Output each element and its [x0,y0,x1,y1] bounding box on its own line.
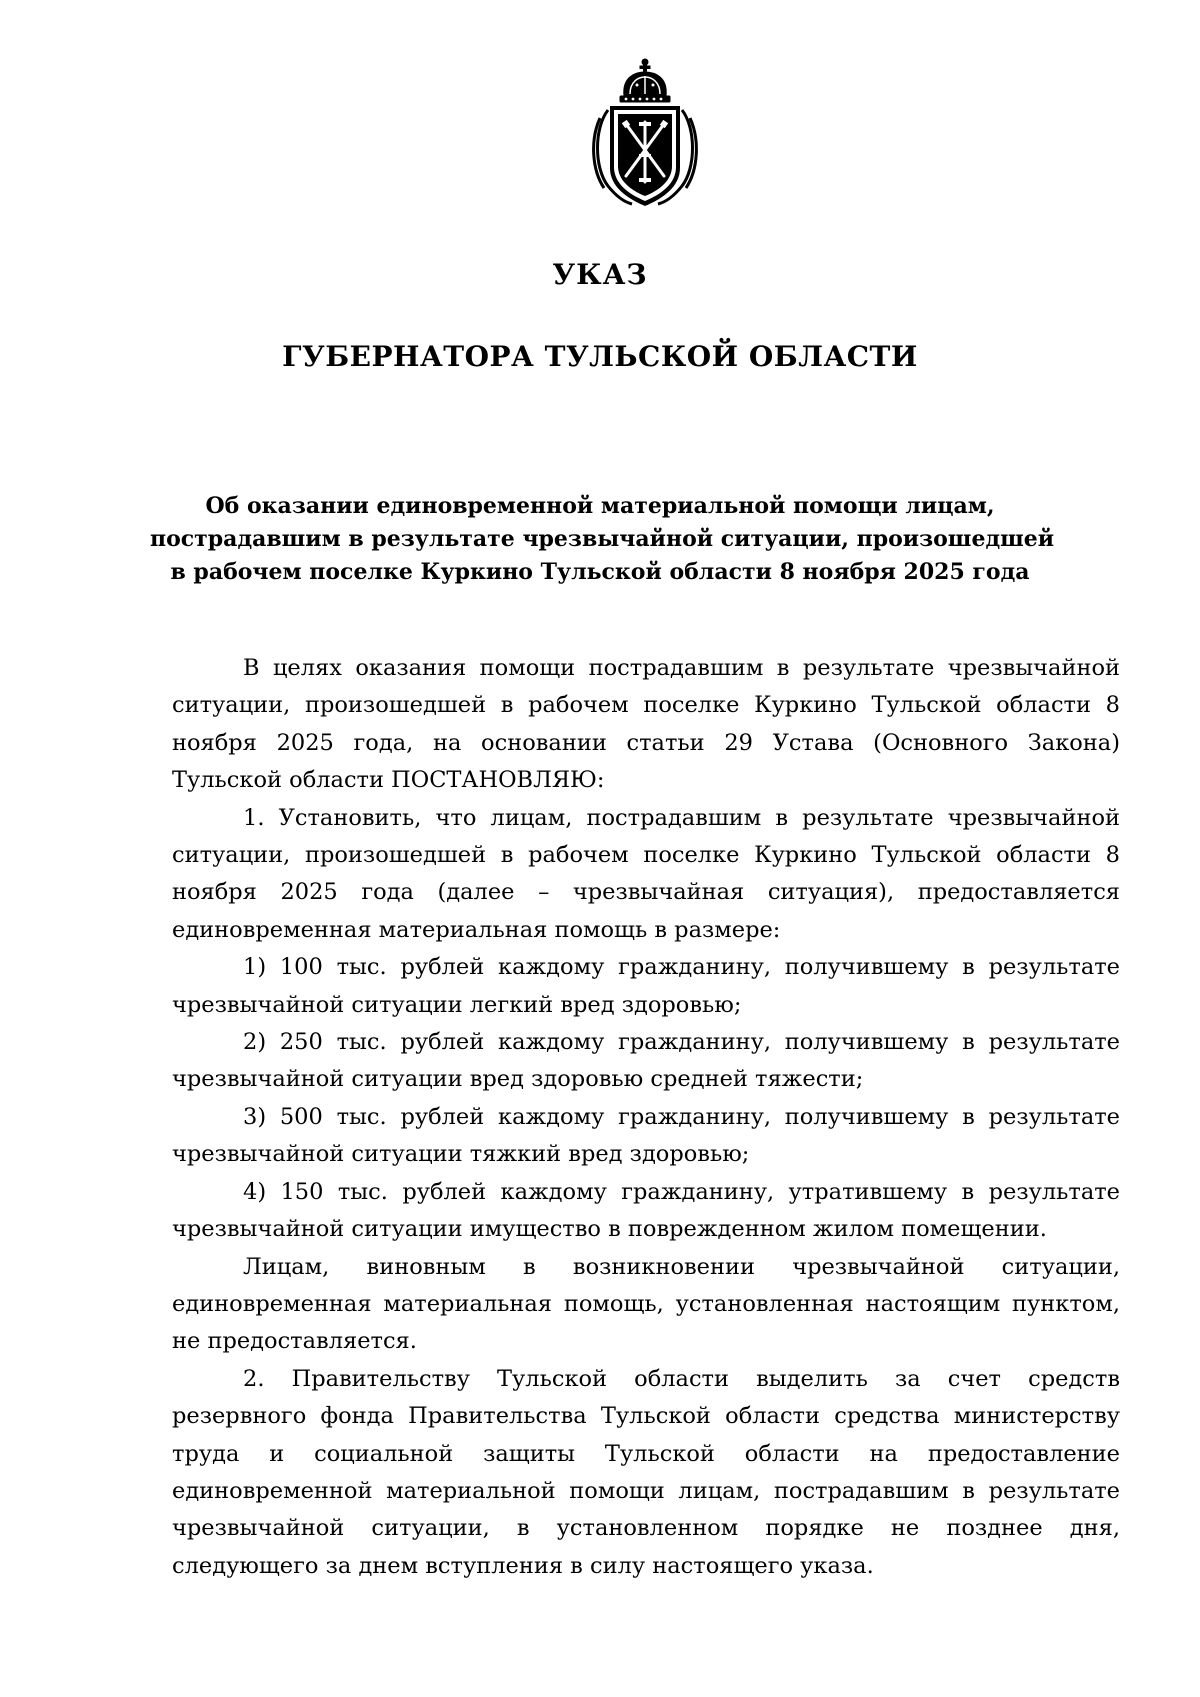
body-paragraph-subitem-3: 3) 500 тыс. рублей каждому гражданину, получившему в результате чрезвычайной ситуации тяжкий вред здоровью; [172,1103,1120,1168]
document-kind-title: УКАЗ [552,258,648,291]
document-body [172,650,1120,1585]
subject-line: пострадавшим в результате чрезвычайной ситуации, произошедшей [150,526,1055,552]
subject-line: Об оказании единовременной материальной помощи лицам, [205,493,995,519]
subject-line: в рабочем поселке Куркино Тульской области 8 ноября 2025 года [170,559,1030,585]
body-paragraph-subitem-1: 1) 100 тыс. рублей каждому гражданину, получившему в результате чрезвычайной ситуации легкий вред здоровью; [172,954,1120,1018]
body-paragraph-item-1: 1. Установить, что лицам, пострадавшим в результате чрезвычайной ситуации, произошедшей в рабочем поселке Куркино Тульской области 8 ноября 2025 года (далее – чрезвычайная ситуация), предоставляется единовременная материальная помощь в размере: [172,804,1120,943]
body-paragraph-subitem-4: 4) 150 тыс. рублей каждому гражданину, утратившему в результате чрезвычайной ситуации имущество в поврежденном жилом помещении. [172,1178,1120,1243]
body-paragraph-exclusion: Лицам, виновным в возникновении чрезвычайной ситуации, единовременная материальная помощь, установленная настоящим пунктом, не предоставляется. [172,1253,1120,1355]
tula-coat-of-arms-icon [590,58,700,210]
body-paragraph-subitem-2: 2) 250 тыс. рублей каждому гражданину, получившему в результате чрезвычайной ситуации вред здоровью средней тяжести; [172,1029,1120,1093]
body-paragraph-item-2: 2. Правительству Тульской области выделить за счет средств резервного фонда Правительства Тульской области средства министерству труда и социальной защиты Тульской области на предоставление единовременной материальной помощи лицам, пострадавшим в результате чрезвычайной ситуации, в установленном порядке не позднее дня, следующего за днем вступления в силу настоящего указа. [172,1365,1120,1579]
body-paragraph-preamble: В целях оказания помощи пострадавшим в результате чрезвычайной ситуации, произошедшей в рабочем поселке Куркино Тульской области 8 ноября 2025 года, на основании статьи 29 Устава (Основного Закона) Тульской области ПОСТАНОВЛЯЮ: [172,655,1120,794]
document-issuer-title: ГУБЕРНАТОРА ТУЛЬСКОЙ ОБЛАСТИ [282,340,918,373]
document-subject [150,490,1055,589]
